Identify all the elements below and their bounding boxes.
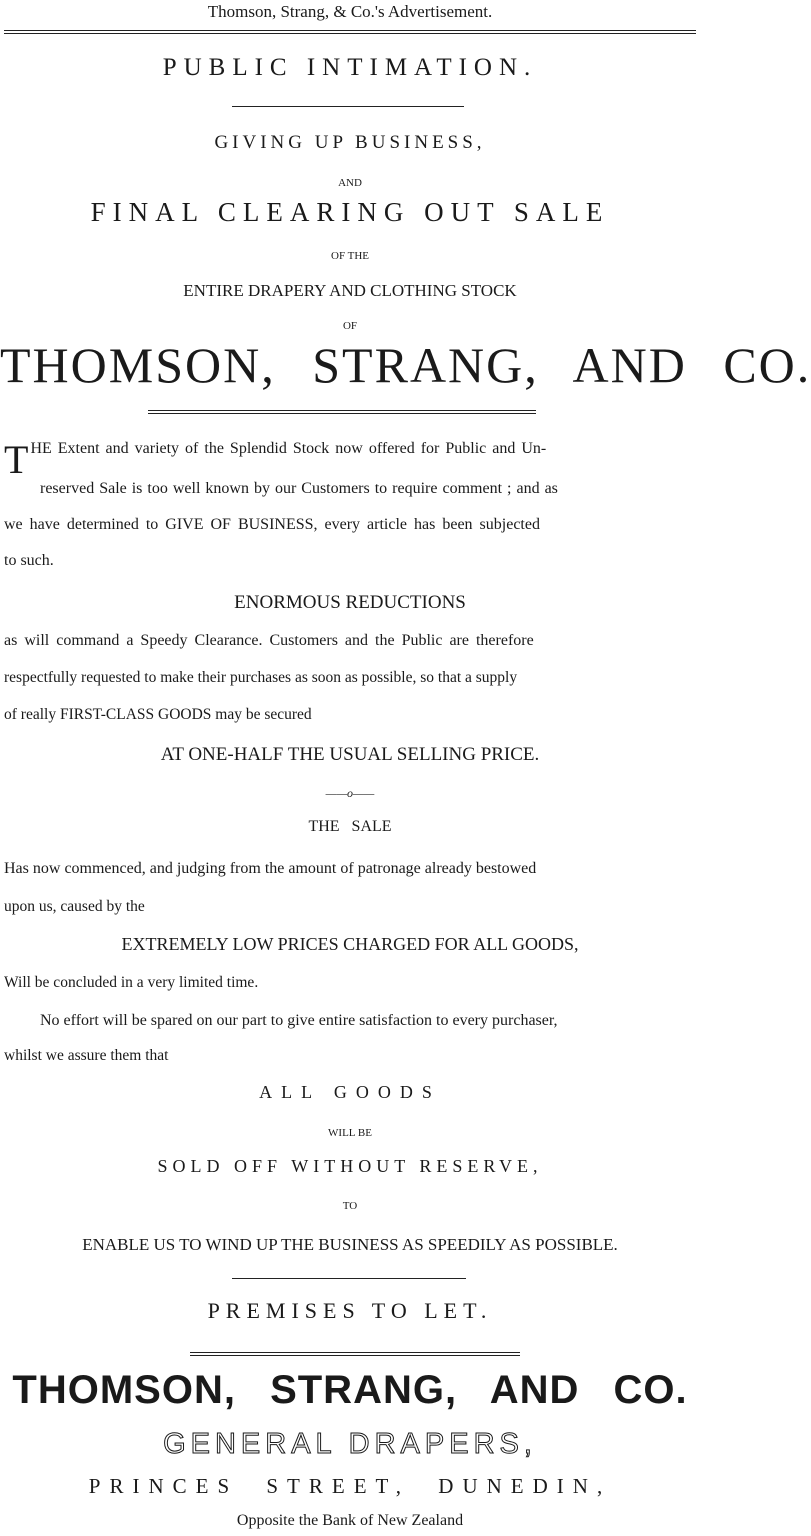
rule-4 [190, 1352, 520, 1356]
para3-line2: upon us, caused by the [4, 898, 145, 915]
the-sale-heading: THE SALE [308, 818, 392, 835]
para1-line1 [4, 437, 696, 482]
one-half-price: AT ONE-HALF THE USUAL SELLING PRICE. [160, 744, 540, 765]
para2-line2: respectfully requested to make their purchases as soon as possible, so that a supply [4, 669, 518, 686]
to-connector: TO [342, 1200, 358, 1212]
para1-line3: we have determined to GIVE OF BUSINESS, every article has been subjected [4, 516, 540, 533]
and-connector: AND [338, 177, 362, 189]
enable-us-line: ENABLE US TO WIND UP THE BUSINESS AS SPEEDILY AS POSSIBLE. [82, 1235, 618, 1254]
para1-line2: reserved Sale is too well known by our Customers to require comment ; and as [40, 480, 558, 497]
para4-line1: No effort will be spared on our part to give entire satisfaction to every purchaser, [40, 1012, 558, 1029]
header-rule [4, 30, 696, 34]
enormous-reductions: ENORMOUS REDUCTIONS [234, 592, 466, 613]
rule-3 [232, 1278, 466, 1279]
para1-line4: to such. [4, 552, 54, 569]
para4-line2: whilst we assure them that [4, 1047, 169, 1064]
para2-line3: of really FIRST-CLASS GOODS may be secured [4, 706, 312, 723]
firm-name-heading: THOMSON, STRANG, AND CO. [0, 337, 811, 393]
general-drapers: GENERAL DRAPERS, [163, 1428, 537, 1460]
final-clearing-heading: FINAL CLEARING OUT SALE [90, 197, 610, 227]
rule-1 [232, 106, 464, 107]
para3-line3: Will be concluded in a very limited time. [4, 974, 259, 991]
para2-line1: as will command a Speedy Clearance. Customers and the Public are therefore [4, 632, 534, 649]
footer-firm-name: THOMSON, STRANG, AND CO. [12, 1368, 688, 1412]
rule-2 [148, 410, 536, 414]
of-the-connector: OF THE [331, 250, 369, 262]
entire-stock-line: ENTIRE DRAPERY AND CLOTHING STOCK [183, 281, 517, 300]
sold-off-without-reserve: SOLD OFF WITHOUT RESERVE, [157, 1156, 543, 1176]
drop-cap: T [4, 437, 29, 482]
running-title: Thomson, Strang, & Co.'s Advertisement. [207, 2, 493, 21]
opposite-bank: Opposite the Bank of New Zealand [236, 1512, 464, 1529]
ornament-divider: ——o—— [325, 786, 375, 800]
giving-up-business: GIVING UP BUSINESS, [214, 132, 486, 153]
para3-line1: Has now commenced, and judging from the amount of patronage already bestowed [4, 860, 537, 877]
address-line: PRINCES STREET, DUNEDIN, [88, 1474, 612, 1498]
all-goods: ALL GOODS [259, 1082, 441, 1102]
extremely-low-prices: EXTREMELY LOW PRICES CHARGED FOR ALL GOODS, [121, 934, 579, 954]
will-be: WILL BE [328, 1127, 372, 1139]
premises-to-let: PREMISES TO LET. [207, 1298, 493, 1323]
public-intimation-heading: PUBLIC INTIMATION. [162, 54, 538, 81]
para1-line1-text: HE Extent and variety of the Splendid Stock now offered for Public and Un- [30, 440, 547, 457]
of-connector: OF [342, 320, 358, 332]
